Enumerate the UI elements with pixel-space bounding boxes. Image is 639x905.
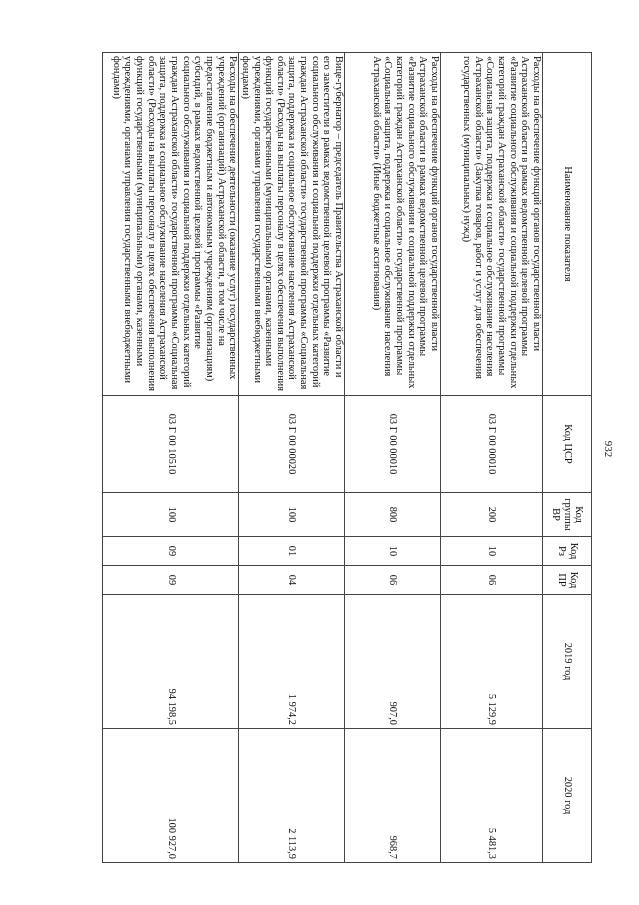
- table-frame: [112, 52, 592, 862]
- header-2020: 2020 год: [543, 729, 592, 863]
- row-rz: 01: [239, 537, 345, 566]
- header-2019: 2019 год: [543, 595, 592, 729]
- row-2020: 5 481,3: [441, 729, 543, 863]
- budget-table: [102, 52, 592, 863]
- row-pr: 04: [239, 566, 345, 595]
- row-csr: 03 Г 00 00010: [345, 396, 441, 493]
- row-vr: 100: [103, 493, 239, 537]
- row-vr: 200: [441, 493, 543, 537]
- row-2020: 100 927,0: [103, 729, 239, 863]
- row-pr: 06: [345, 566, 441, 595]
- header-csr: Код ЦСР: [543, 396, 592, 493]
- header-rz: Код Рз: [543, 537, 592, 566]
- row-pr: 06: [441, 566, 543, 595]
- header-name: Наименование показателя: [543, 53, 592, 396]
- row-vr: 100: [239, 493, 345, 537]
- page-number: 932: [602, 440, 614, 458]
- table-row: [345, 53, 441, 863]
- row-2019: 94 198,5: [103, 595, 239, 729]
- rotated-table-container: [112, 52, 592, 862]
- header-pr: Код ПР: [543, 566, 592, 595]
- row-name: Расходы на обеспечение функций органов государственной власти Астраханской области в рамках ведомственной целевой программы «Развитие социального обслуживания и социальной поддержки отдельных категорий граждан Астраханской области» государственной программы «Социальная защита, поддержка и социальное обслуживание населения Астраханской области» (Иные бюджетные ассигнования): [345, 53, 441, 396]
- table-row: [441, 53, 543, 863]
- row-rz: 10: [345, 537, 441, 566]
- row-pr: 09: [103, 566, 239, 595]
- header-row: [543, 53, 592, 863]
- row-csr: 03 Г 00 00010: [441, 396, 543, 493]
- row-vr: 800: [345, 493, 441, 537]
- row-rz: 09: [103, 537, 239, 566]
- row-2019: 1 974,2: [239, 595, 345, 729]
- row-name: Расходы на обеспечение функций органов государственной власти Астраханской области в рамках ведомственной целевой программы «Развитие социального обслуживания и социальной поддержки отдельных категорий граждан Астраханской области» государственной программы «Социальная защита, поддержка и социальное обслуживание населения Астраханской области» (Закупка товаров, работ и услуг для обеспечения государственных (муниципальных) нужд): [441, 53, 543, 396]
- row-name: Расходы на обеспечение деятельности (оказание услуг) государственных учреждений (организаций) Астраханской области, в том числе на предоставление бюджетным и автономным учреждениям (организациям) субсидий, в рамках ведомственной целевой программы «Развитие социального обслуживания и социальной поддержки отдельных категорий граждан Астраханской области» государственной программы «Социальная защита, поддержка и социальное обслуживание населения Астраханской области» (Расходы на выплаты персоналу в целях обеспечения выполнения функций государственными (муниципальными) органами, казенными учреждениями, органами управления государственными внебюджетными фондами): [103, 53, 239, 396]
- row-rz: 10: [441, 537, 543, 566]
- table-row: [103, 53, 239, 863]
- row-2020: 2 113,9: [239, 729, 345, 863]
- row-name: Вице-губернатор – председатель Правительства Астраханской области и его заместители в рамках ведомственной целевой программы «Развитие социального обслуживания и социальной поддержки отдельных категорий граждан Астраханской области» государственной программы «Социальная защита, поддержка и социальное обслуживание населения Астраханской области» (Расходы на выплаты персоналу в целях обеспечения выполнения функций государственными (муниципальными) органами, казенными учреждениями, органами управления государственными внебюджетными фондами): [239, 53, 345, 396]
- row-2019: 5 129,9: [441, 595, 543, 729]
- table-row: [239, 53, 345, 863]
- row-csr: 03 Г 00 00020: [239, 396, 345, 493]
- row-csr: 03 Г 00 10510: [103, 396, 239, 493]
- row-2020: 968,7: [345, 729, 441, 863]
- row-2019: 907,0: [345, 595, 441, 729]
- header-vr: Код группы ВР: [543, 493, 592, 537]
